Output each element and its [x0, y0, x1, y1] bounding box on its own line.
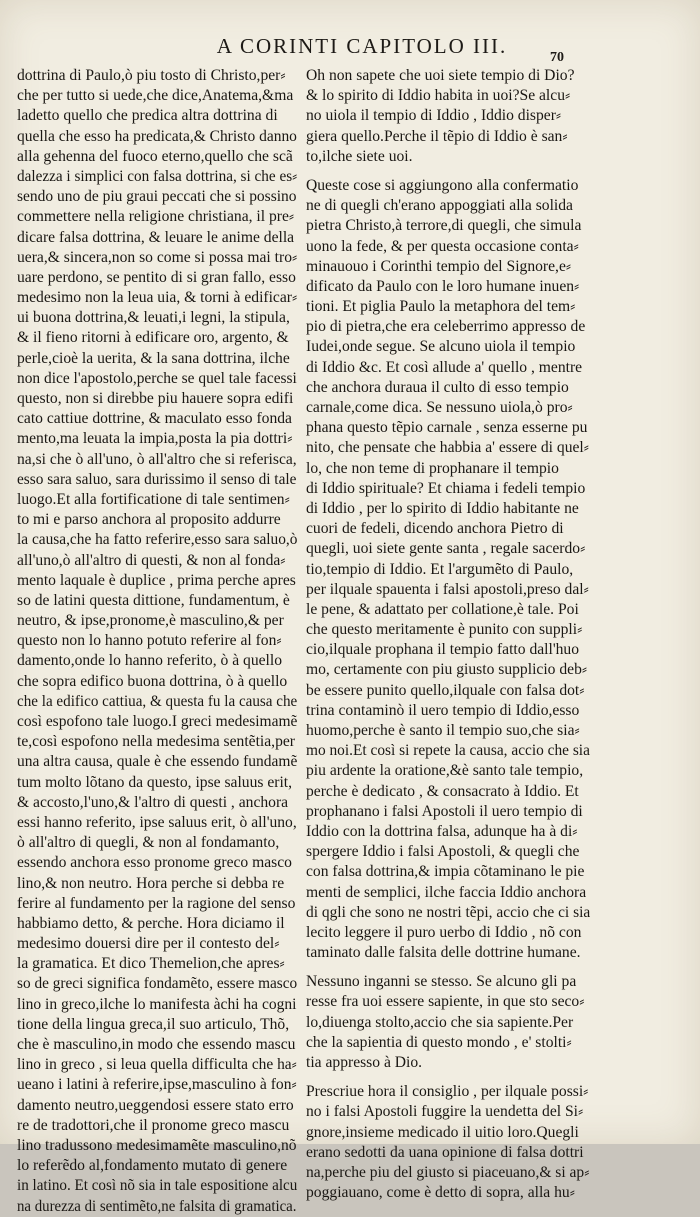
text-line: lecito leggere il puro uerbo di Iddio , nõ con: [306, 923, 582, 941]
text-line: questo non lo hanno potuto referire al fon⸗: [17, 632, 282, 650]
text-line: dificato da Paulo con le loro humane inuen⸗: [306, 277, 580, 295]
text-line: mo, certamente con piu giusto supplicio deb⸗: [306, 661, 588, 679]
text-line: che questo meritamente è punito con suppli⸗: [306, 621, 583, 639]
text-line: taminato dalle falsita delle dottrine humane.: [306, 944, 581, 962]
text-line: di Iddio , per lo spirito di Iddio habitante ne: [306, 499, 579, 517]
text-line: così espofono tale luogo.I greci medesimamẽ: [17, 713, 298, 730]
text-line: na,perche piu del giusto si piaceuano,& si ap⸗: [306, 1163, 590, 1181]
text-line: neutro, & ipse,pronome,è masculino,& per: [17, 612, 284, 630]
text-line: lino in greco , si leua quella difficulta che ha⸗: [17, 1056, 297, 1074]
text-line: damento neutro,ueggendosi essere stato erro: [17, 1096, 294, 1114]
text-line: to,ilche siete uoi.: [306, 147, 413, 165]
text-line: di Iddio spirituale? Et chiama i fedeli tempio: [306, 479, 586, 497]
text-line: commettere nella religione christiana, il pre⸗: [17, 208, 295, 226]
text-line: luogo.Et alla fortificatione di tale sentimen⸗: [17, 490, 290, 508]
text-line: phana questo tẽpio carnale , senza esserne pu: [306, 419, 588, 437]
text-line: ò all'altro di quegli, & non al fondamanto,: [17, 834, 280, 852]
text-line: lino tradussono medesimamẽte masculino,nõ: [17, 1136, 297, 1154]
text-line: erano sedotti da uana opinione di falsa dottri: [306, 1143, 584, 1161]
text-line: lino,& non neutro. Hora perche si debba re: [17, 874, 285, 892]
paragraph: [306, 1082, 590, 1203]
text-line: ne di quegli ch'erano appoggiati alla solida: [306, 197, 573, 215]
text-line: mento,ma leuata la impia,posta la pia dottri⸗: [17, 430, 293, 448]
text-line: Nessuno inganni se stesso. Se alcuno gli pa: [306, 973, 577, 991]
text-line: be essere punito quello,ilquale con falsa dot⸗: [306, 681, 585, 699]
text-line: dicare falsa dottrina, & leuare le anime della: [17, 228, 295, 246]
text-line: di Iddio &c. Et così allude a' quello , mentre: [306, 358, 583, 376]
text-line: uono la fede, & per questa occasione conta⸗: [306, 237, 579, 255]
text-line: cio,ilquale prophana il tempio fatto dall'huo: [306, 641, 580, 659]
text-line: una altra causa, quale è che essendo fundamẽ: [17, 753, 298, 771]
text-line: esso sara saluo, sara durissimo il senso di tale: [17, 470, 297, 488]
text-line: habbiamo detto, & perche. Hora diciamo il: [17, 914, 285, 932]
text-line: so de latini questa dittione, fundamentum, è: [17, 591, 290, 609]
text-line: lino in greco,ilche lo manifesta àchi ha cogni: [17, 995, 297, 1013]
text-line: essi hanno referito, ipse saluus erit, ò all'uno,: [17, 813, 297, 831]
text-line: dalezza i simplici con falsa dottrina, si che es⸗: [17, 167, 298, 185]
text-line: con falsa dottrina,& impia cõtaminano le pie: [306, 863, 585, 881]
text-line: nito, che pensate che habbia a' essere di quel⸗: [306, 439, 589, 457]
text-line: questo, non si direbbe piu hauere sopra edifi: [17, 390, 294, 407]
text-line: le pene, & adattato per collatione,è tale. Poi: [306, 600, 579, 618]
text-line: la gramatica. Et dico Themelion,che apres⸗: [17, 955, 285, 973]
text-line: lo referẽdo al,fondamento mutato di genere: [17, 1157, 288, 1175]
text-line: no i falsi Apostoli fuggire la uendetta del Si⸗: [306, 1103, 584, 1121]
paragraph: [306, 176, 590, 963]
text-line: menti de semplici, ilche faccia Iddio anchora: [306, 883, 587, 901]
text-line: & il fieno ritorni à edificare oro, argento, &: [17, 329, 289, 347]
text-line: to mi e parso anchora al proposito addurre: [17, 511, 281, 529]
text-line: na,si che ò all'uno, ò all'altro che si referisca,: [17, 450, 297, 468]
running-title: A CORINTI CAPITOLO III.: [216, 34, 508, 58]
text-line: huomo,perche è santo il tempio suo,che sia⸗: [306, 722, 580, 739]
text-line: & accosto,l'uno,& l'altro di questi , anchora: [17, 793, 289, 811]
text-line: resse fra uoi essere sapiente, in que sto seco⸗: [306, 993, 585, 1011]
text-line: pietra Christo,à terrore,di quegli, che simula: [306, 217, 582, 235]
text-line: spergere Iddio i falsi Apostoli, & quegli che: [306, 843, 580, 861]
text-line: ferire al fundamento per la ragione del senso: [17, 894, 296, 912]
text-line: dottrina di Paulo,ò piu tosto di Christo,per⸗: [17, 67, 286, 84]
text-line: gnore,insieme medicado il uitio loro.Quegli: [306, 1123, 579, 1141]
text-line: Queste cose si aggiungono alla confermatio: [306, 176, 579, 194]
paragraph: [306, 972, 590, 1073]
text-line: Iddio con la dottrina falsa, adunque ha à di⸗: [306, 822, 578, 840]
text-line: quella che esso ha predicata,& Christo danno: [17, 127, 297, 145]
text-line: re de tradottori,che il pronome greco mascu: [17, 1116, 290, 1134]
text-line: trina contaminò il uero tempio di Iddio,esso: [306, 701, 580, 719]
text-line: piu ardente la oratione,&è santo tale tempio,: [306, 762, 584, 780]
text-line: perche è dedicato , & consacrato à Iddio. Et: [306, 782, 579, 800]
text-line: mo noi.Et così si repete la causa, accio che sia: [306, 742, 590, 760]
text-line: ladetto quello che predica altra dottrina di: [17, 107, 278, 125]
text-line: Oh non sapete che uoi siete tempio di Dio?: [306, 67, 575, 84]
text-line: Prescriue hora il consiglio , per ilquale possi⸗: [306, 1083, 589, 1101]
text-line: che la sapientia di questo mondo , e' stolti⸗: [306, 1033, 572, 1051]
text-line: cuori de fedeli, dicendo anchora Pietro di: [306, 520, 564, 538]
text-line: uera,& sincera,non so come si possa mai tro⸗: [17, 248, 298, 266]
text-line: so de greci significa fondamẽto, essere masco: [17, 975, 298, 993]
text-line: tio,tempio di Iddio. Et l'argumẽto di Paulo,: [306, 560, 574, 578]
text-line: la causa,che ha fatto referire,esso sara saluo,ò: [17, 531, 298, 549]
text-line: che anchora duraua il culto di esso tempio: [306, 378, 569, 396]
running-header: [0, 34, 700, 59]
text-line: Iudei,onde segue. Se alcuno uiola il tempio: [306, 338, 576, 356]
text-line: ueano i latini à referire,ipse,masculino à fon⸗: [17, 1076, 297, 1094]
left-text-column: [17, 66, 297, 1217]
text-line: minauouo i Corinthi tempio del Signore,e⸗: [306, 257, 572, 275]
text-line: poggiauano, come è detto di sopra, alla hu⸗: [306, 1184, 575, 1202]
text-line: damento,onde lo hanno referito, ò à quello: [17, 652, 283, 670]
text-line: no uiola il tempio di Iddio , Iddio disper⸗: [306, 107, 562, 125]
text-line: di qgli che sono ne nostri tẽpi, accio che ci sia: [306, 903, 591, 921]
text-line: lo,diuenga stolto,accio che sia sapiente.Per: [306, 1013, 574, 1031]
text-line: non dice l'apostolo,perche se quel tale facessi: [17, 369, 297, 387]
text-line: all'uno,ò all'altro di questi, & non al fonda⸗: [17, 551, 286, 569]
text-line: tia appresso à Dio.: [306, 1054, 423, 1071]
text-line: medesimo non la leua uia, & torni à edificar⸗: [17, 289, 298, 307]
text-line: carnale,come dica. Se nessuno uiola,ò pro⸗: [306, 399, 573, 416]
text-line: tum molto lõtano da questo, ipse saluus erit,: [17, 773, 293, 791]
text-line: che per tutto si uede,che dice,Anatema,&ma: [17, 87, 294, 105]
text-line: medesimo douersi dire per il contesto del⸗: [17, 935, 280, 953]
paragraph: [306, 66, 590, 167]
text-line: mento laquale è duplice , prima perche apres: [17, 571, 296, 589]
text-line: che sopra edifico buona dottrina, ò à quello: [17, 672, 288, 690]
right-text-column: [306, 66, 590, 1203]
text-line: & lo spirito di Iddio habita in uoi?Se alcu⸗: [306, 87, 571, 105]
text-line: per ilquale spauenta i falsi apostoli,preso dal⸗: [306, 580, 589, 598]
text-line: tioni. Et piglia Paulo la metaphora del tem⸗: [306, 298, 576, 316]
text-line: giera quello.Perche il tẽpio di Iddio è san⸗: [306, 127, 568, 145]
text-line: prophanano i falsi Apostoli il uero tempio di: [306, 802, 583, 820]
text-line: ui buona dottrina,& leuati,i legni, la stipula,: [17, 309, 290, 327]
text-line: alla gehenna del fuoco eterno,quello che scã: [17, 147, 293, 165]
text-line: quegli, uoi siete gente santa , regale sacerdo⸗: [306, 540, 586, 558]
text-line: pio di pietra,che era celeberrimo appresso de: [306, 318, 586, 336]
text-line: uare perdono, se pentito di si gran fallo, esso: [17, 268, 296, 286]
text-line: che è masculino,in modo che essendo mascu: [17, 1036, 296, 1053]
text-line: essendo anchora esso pronome greco masco: [17, 854, 292, 872]
page-number: 70: [550, 50, 564, 65]
text-line: cato cattiue dottrine, & maculato esso fonda: [17, 410, 292, 428]
text-line: na durezza di sentimẽto,ne falsita di gramatica.: [17, 1197, 297, 1215]
text-line: in latino. Et così nõ sia in tale espositione alcu: [17, 1177, 298, 1195]
text-line: tione della lingua greca,il suo articulo, Thõ,: [17, 1015, 290, 1033]
text-line: te,così espofono nella medesima sentẽtia,per: [17, 733, 295, 751]
text-line: perle,cioè la uerita, & la sana dottrina, ilche: [17, 349, 290, 367]
text-line: sendo uno de piu graui peccati che si possino: [17, 188, 297, 206]
text-line: che la edifico cattiua, & questa fu la causa che: [17, 692, 298, 710]
text-line: lo, che non teme di prophanare il tempio: [306, 459, 559, 477]
